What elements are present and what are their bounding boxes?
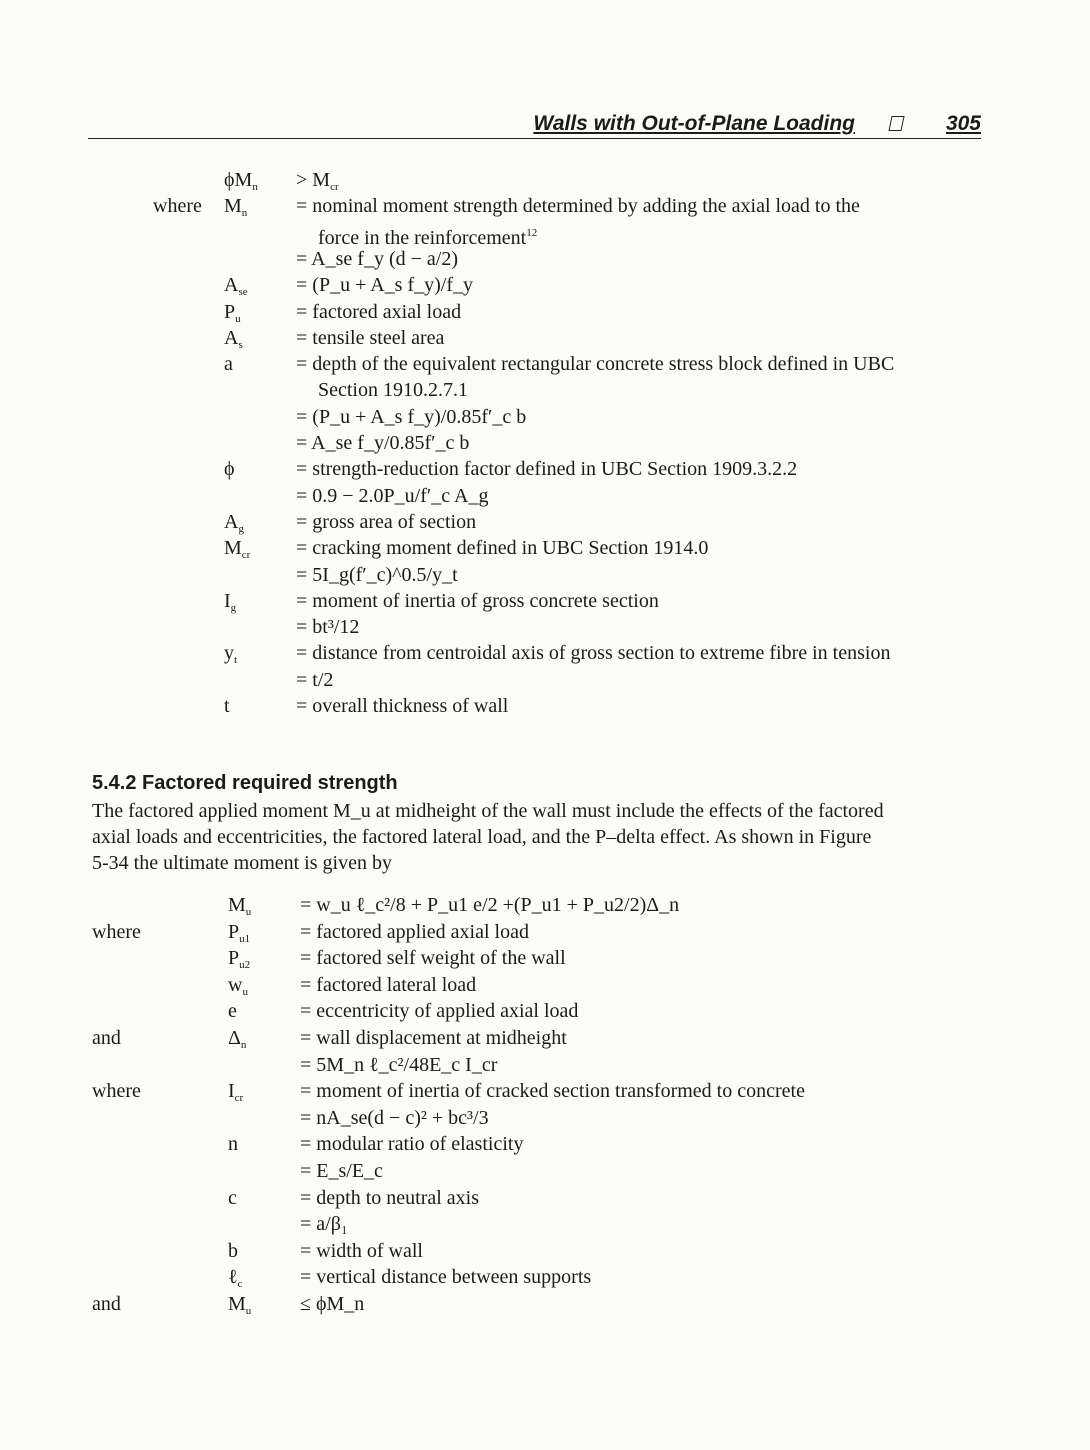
symbol-base: A bbox=[224, 326, 239, 349]
symbol-base: A bbox=[224, 510, 239, 533]
connector-word: where bbox=[153, 195, 202, 218]
symbol-subscript: t bbox=[234, 654, 238, 667]
symbol bbox=[228, 1079, 243, 1110]
definition-text bbox=[300, 1079, 805, 1103]
footnote-ref: 12 bbox=[526, 226, 538, 239]
definition-main: = E_s/E_c bbox=[300, 1160, 383, 1182]
definition-text bbox=[296, 300, 461, 324]
definition-text bbox=[300, 1106, 489, 1130]
symbol-base: ℓ bbox=[228, 1266, 238, 1289]
symbol-base: P bbox=[228, 920, 240, 943]
definition-text bbox=[296, 326, 444, 350]
definition-text bbox=[296, 510, 476, 534]
definition-main: = distance from centroidal axis of gross section to extreme fibre in tension bbox=[296, 642, 891, 665]
symbol-base: c bbox=[228, 1186, 237, 1209]
definition-main: = A_se f_y/0.85f′_c b bbox=[296, 432, 470, 454]
definition-main: = 5M_n ℓ_c²/48E_c I_cr bbox=[300, 1053, 498, 1076]
symbol-base: I bbox=[228, 1080, 235, 1103]
definition-text bbox=[296, 615, 359, 639]
symbol-base: n bbox=[228, 1133, 238, 1156]
symbol-subscript: u bbox=[235, 312, 241, 325]
symbol bbox=[224, 536, 250, 567]
symbol-base: ϕM bbox=[224, 169, 253, 191]
definition-text bbox=[296, 352, 894, 376]
symbol-subscript: g bbox=[230, 601, 237, 614]
definition-main: = cracking moment defined in UBC Section 1914.0 bbox=[296, 537, 709, 560]
definition-text bbox=[296, 247, 458, 271]
definition-text bbox=[318, 378, 468, 402]
definition-text bbox=[296, 563, 458, 587]
symbol-base: M bbox=[224, 537, 242, 560]
symbol-subscript: n bbox=[240, 1039, 247, 1051]
definition-main: = bt³/12 bbox=[296, 616, 360, 639]
symbol bbox=[224, 694, 230, 718]
symbol-base: e bbox=[228, 1000, 237, 1023]
running-title: Walls with Out-of-Plane Loading bbox=[533, 112, 855, 135]
definition-main: = width of wall bbox=[300, 1239, 423, 1262]
symbol-subscript: c bbox=[237, 1278, 243, 1291]
definition-main: = wall displacement at midheight bbox=[300, 1027, 567, 1049]
symbol-base: y bbox=[224, 642, 234, 665]
paragraph-line-2: axial loads and eccentricities, the factored lateral load, and the P–delta effect. As shown in Figure bbox=[92, 826, 872, 848]
definition-main: = modular ratio of elasticity bbox=[300, 1133, 524, 1156]
symbol-subscript: u bbox=[245, 1305, 252, 1317]
section-heading: 5.4.2 Factored required strength bbox=[92, 772, 398, 794]
symbol bbox=[224, 641, 237, 672]
symbol-subscript: u bbox=[242, 985, 248, 998]
symbol-base: ϕ bbox=[224, 458, 235, 481]
definition-text bbox=[300, 1159, 383, 1183]
definition-main: = moment of inertia of gross concrete section bbox=[296, 589, 659, 612]
page-number: 305 bbox=[945, 112, 981, 135]
definition-main: Section 1910.2.7.1 bbox=[318, 379, 468, 402]
symbol-subscript: n bbox=[241, 207, 248, 220]
definition-main: = vertical distance between supports bbox=[300, 1266, 592, 1289]
definition-main: = gross area of section bbox=[296, 510, 477, 533]
symbol-subscript: s bbox=[238, 338, 243, 351]
definition-text bbox=[296, 484, 489, 508]
definition-main: = factored applied axial load bbox=[300, 920, 529, 943]
definition-text bbox=[300, 999, 578, 1023]
definition-subscript: cr bbox=[330, 181, 339, 193]
symbol-base: t bbox=[224, 695, 230, 717]
symbol bbox=[228, 1026, 246, 1057]
definition-text bbox=[300, 893, 679, 917]
symbol-base: M bbox=[224, 195, 242, 218]
symbol-subscript: cr bbox=[234, 1092, 244, 1105]
definition-text bbox=[300, 1132, 523, 1156]
symbol bbox=[224, 457, 235, 481]
definition-text bbox=[296, 273, 473, 297]
definition-text bbox=[296, 668, 333, 692]
definition-text bbox=[296, 694, 508, 718]
symbol-subscript: cr bbox=[241, 549, 251, 562]
paragraph-line-3: 5-34 the ultimate moment is given by bbox=[92, 852, 392, 874]
definition-text bbox=[300, 973, 476, 997]
definition-main: = strength-reduction factor defined in UBC Section 1909.3.2.2 bbox=[296, 458, 798, 481]
definition-main: = t/2 bbox=[296, 668, 334, 691]
symbol bbox=[224, 194, 247, 225]
symbol-base: M bbox=[228, 894, 246, 916]
symbol-subscript: n bbox=[252, 181, 258, 193]
symbol-base: w bbox=[228, 973, 243, 996]
definition-main: = factored axial load bbox=[296, 300, 462, 323]
definition-main: = overall thickness of wall bbox=[296, 695, 509, 717]
symbol-subscript: u1 bbox=[239, 932, 251, 945]
symbol-subscript: u bbox=[245, 906, 252, 918]
definition-main: = factored self weight of the wall bbox=[300, 947, 566, 970]
symbol-base: b bbox=[228, 1239, 238, 1262]
definition-main: = (P_u + A_s f_y)/f_y bbox=[296, 274, 474, 297]
definition-text bbox=[300, 946, 566, 970]
definition-text bbox=[300, 1292, 364, 1316]
symbol-subscript: se bbox=[238, 286, 248, 299]
symbol-base: a bbox=[224, 353, 233, 376]
definition-text bbox=[300, 1053, 497, 1077]
definition-main: = nA_se(d − c)² + bc³/3 bbox=[300, 1106, 489, 1129]
symbol bbox=[224, 352, 233, 376]
symbol-base: P bbox=[224, 300, 236, 323]
connector-word: where bbox=[92, 920, 141, 943]
definition-main: = 5I_g(f′_c)^0.5/y_t bbox=[296, 563, 458, 586]
definition-text bbox=[296, 536, 708, 560]
connector-word: and bbox=[92, 1027, 121, 1049]
symbol-base: M bbox=[228, 1293, 246, 1315]
definition-main: ≤ ϕM_n bbox=[300, 1293, 365, 1315]
symbol-subscript: g bbox=[238, 522, 244, 535]
symbol-base: Δ bbox=[228, 1027, 241, 1049]
definition-text bbox=[296, 194, 860, 218]
definition-text bbox=[300, 1186, 479, 1210]
symbol bbox=[228, 1186, 237, 1210]
definition-main: = a/β₁ bbox=[300, 1213, 348, 1236]
definition-text bbox=[296, 457, 797, 481]
definition-text bbox=[296, 589, 659, 613]
definition-text bbox=[296, 431, 469, 455]
symbol-base: P bbox=[228, 947, 240, 970]
box-glyph-icon bbox=[888, 116, 904, 131]
symbol bbox=[228, 1132, 238, 1156]
definition-main: = depth to neutral axis bbox=[300, 1186, 480, 1209]
definition-main: = factored lateral load bbox=[300, 973, 477, 996]
definition-text bbox=[296, 405, 526, 429]
definition-text bbox=[300, 1212, 348, 1236]
definition-text bbox=[318, 221, 537, 250]
symbol bbox=[228, 1239, 238, 1263]
definition-main: = 0.9 − 2.0P_u/f′_c A_g bbox=[296, 484, 489, 507]
symbol bbox=[228, 1292, 251, 1323]
symbol-subscript: u2 bbox=[239, 959, 251, 972]
definition-text bbox=[300, 1239, 423, 1263]
running-header bbox=[88, 104, 981, 139]
definition-main: force in the reinforcement bbox=[318, 226, 527, 249]
symbol-base: I bbox=[224, 589, 231, 612]
symbol bbox=[224, 589, 236, 620]
definition-main: = tensile steel area bbox=[296, 326, 445, 349]
definition-main: = eccentricity of applied axial load bbox=[300, 1000, 579, 1023]
symbol bbox=[228, 999, 237, 1023]
definition-main: > M bbox=[296, 169, 331, 191]
definition-main: = nominal moment strength determined by adding the axial load to the bbox=[296, 195, 860, 218]
definition-main: = A_se f_y (d − a/2) bbox=[296, 247, 458, 270]
definition-text bbox=[296, 641, 890, 665]
definition-text bbox=[300, 920, 529, 944]
paragraph-line-1: The factored applied moment M_u at midheight of the wall must include the effects of the factored bbox=[92, 800, 884, 822]
definition-main: = (P_u + A_s f_y)/0.85f′_c b bbox=[296, 405, 527, 428]
definition-text bbox=[300, 1265, 591, 1289]
connector-word: where bbox=[92, 1080, 141, 1103]
connector-word: and bbox=[92, 1293, 121, 1315]
symbol-base: A bbox=[224, 274, 239, 297]
definition-main: = depth of the equivalent rectangular concrete stress block defined in UBC bbox=[296, 353, 895, 376]
definition-main: = moment of inertia of cracked section transformed to concrete bbox=[300, 1080, 805, 1103]
definition-main: = w_u ℓ_c²/8 + P_u1 e/2 +(P_u1 + P_u2/2)Δ_n bbox=[300, 894, 680, 916]
definition-text bbox=[300, 1026, 567, 1050]
